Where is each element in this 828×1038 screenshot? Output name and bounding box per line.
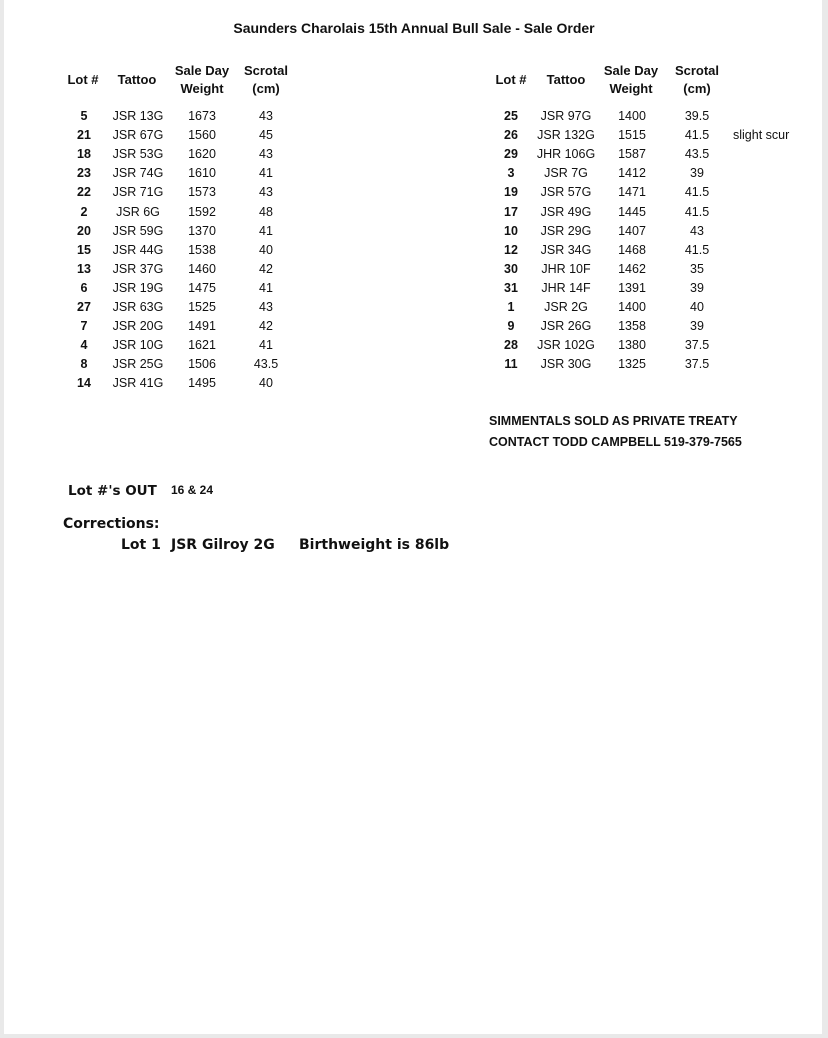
- lots-out-value: 16 & 24: [171, 483, 214, 497]
- cell-scrotal: 39: [690, 166, 704, 181]
- cell-scrotal: 43: [690, 223, 704, 238]
- cell-weight: 1515: [618, 128, 646, 143]
- cell-scrotal: 40: [259, 242, 273, 257]
- cell-tattoo: JSR 63G: [112, 300, 164, 314]
- cell-scrotal: 37.5: [684, 357, 710, 372]
- right-header-scrotal: Scrotal (cm): [674, 63, 720, 96]
- cell-scrotal: 41.5: [684, 204, 710, 219]
- cell-scrotal: 42: [259, 261, 273, 276]
- cell-weight: 1587: [618, 147, 646, 162]
- cell-weight: 1673: [188, 109, 216, 123]
- lots-out-label: Lot #'s OUT: [68, 483, 157, 499]
- cell-scrotal: 39: [690, 280, 704, 295]
- cell-weight: 1400: [618, 300, 646, 314]
- cell-weight: 1491: [188, 319, 216, 334]
- simmentals-line-1: SIMMENTALS SOLD AS PRIVATE TREATY: [489, 414, 738, 428]
- cell-lot: 1: [507, 300, 515, 314]
- cell-scrotal: 42: [259, 319, 273, 334]
- cell-tattoo: JSR 41G: [112, 376, 164, 391]
- cell-tattoo: JSR 7G: [544, 166, 588, 181]
- cell-scrotal: 41: [259, 280, 273, 295]
- cell-weight: 1573: [188, 185, 216, 200]
- cell-weight: 1560: [188, 128, 216, 143]
- cell-weight: 1610: [188, 166, 216, 181]
- cell-lot: 11: [504, 357, 518, 372]
- cell-scrotal: 43: [259, 300, 273, 314]
- left-header-lot: Lot #: [67, 72, 99, 87]
- cell-lot: 28: [504, 338, 518, 353]
- cell-weight: 1445: [618, 204, 646, 219]
- cell-lot: 23: [77, 166, 91, 181]
- cell-weight: 1506: [188, 357, 216, 372]
- cell-tattoo: JSR 57G: [540, 185, 592, 200]
- cell-scrotal: 41: [259, 338, 273, 353]
- cell-scrotal: 41: [259, 223, 273, 238]
- cell-lot: 26: [504, 128, 518, 143]
- cell-tattoo: JSR 37G: [112, 261, 164, 276]
- cell-tattoo: JSR 25G: [112, 357, 164, 372]
- cell-lot: 12: [504, 242, 518, 257]
- cell-scrotal: 45: [259, 128, 273, 143]
- cell-lot: 22: [77, 185, 91, 200]
- cell-lot: 29: [504, 147, 518, 162]
- cell-scrotal: 43.5: [684, 147, 710, 162]
- page-title: Saunders Charolais 15th Annual Bull Sale - Sale Order: [233, 20, 595, 36]
- cell-tattoo: JSR 2G: [544, 300, 588, 314]
- correction-detail: Birthweight is 86lb: [299, 537, 450, 553]
- cell-scrotal: 41: [259, 166, 273, 181]
- cell-lot: 6: [80, 280, 88, 295]
- cell-tattoo: JSR 19G: [112, 280, 164, 295]
- row-note: slight scur: [733, 128, 790, 143]
- left-header-tattoo: Tattoo: [117, 72, 157, 87]
- cell-tattoo: JSR 132G: [537, 128, 595, 143]
- cell-scrotal: 40: [690, 300, 704, 314]
- cell-tattoo: JSR 97G: [540, 109, 592, 123]
- cell-lot: 3: [507, 166, 515, 181]
- cell-tattoo: JSR 59G: [112, 223, 164, 238]
- cell-weight: 1412: [618, 166, 646, 181]
- cell-weight: 1462: [618, 261, 646, 276]
- cell-weight: 1325: [618, 357, 646, 372]
- cell-lot: 25: [504, 109, 518, 123]
- cell-weight: 1407: [618, 223, 646, 238]
- cell-tattoo: JSR 30G: [540, 357, 592, 372]
- cell-tattoo: JSR 67G: [112, 128, 164, 143]
- cell-tattoo: JHR 106G: [536, 147, 596, 162]
- cell-lot: 19: [504, 185, 518, 200]
- cell-weight: 1391: [618, 280, 646, 295]
- cell-tattoo: JSR 53G: [112, 147, 164, 162]
- cell-weight: 1621: [188, 338, 216, 353]
- cell-weight: 1525: [188, 300, 216, 314]
- cell-tattoo: JSR 13G: [112, 109, 164, 123]
- cell-tattoo: JHR 10F: [541, 261, 591, 276]
- cell-weight: 1460: [188, 261, 216, 276]
- cell-lot: 31: [504, 280, 518, 295]
- correction-tattoo: JSR Gilroy 2G: [171, 537, 275, 553]
- cell-lot: 18: [77, 147, 91, 162]
- cell-scrotal: 48: [259, 204, 273, 219]
- cell-lot: 10: [504, 223, 518, 238]
- cell-tattoo: JSR 20G: [112, 319, 164, 334]
- cell-scrotal: 43: [259, 147, 273, 162]
- cell-scrotal: 35: [690, 261, 704, 276]
- cell-weight: 1380: [618, 338, 646, 353]
- corrections-label: Corrections:: [63, 516, 160, 532]
- cell-tattoo: JSR 44G: [112, 242, 164, 257]
- cell-lot: 2: [80, 204, 88, 219]
- cell-scrotal: 43: [259, 185, 273, 200]
- right-header-tattoo: Tattoo: [546, 72, 586, 87]
- left-header-scrotal: Scrotal (cm): [243, 63, 289, 96]
- cell-lot: 9: [507, 319, 515, 334]
- cell-lot: 8: [80, 357, 88, 372]
- cell-tattoo: JSR 29G: [540, 223, 592, 238]
- cell-tattoo: JSR 26G: [540, 319, 592, 334]
- cell-lot: 30: [504, 261, 518, 276]
- cell-lot: 13: [77, 261, 91, 276]
- cell-tattoo: JSR 10G: [112, 338, 164, 353]
- cell-tattoo: JSR 71G: [112, 185, 164, 200]
- cell-lot: 27: [77, 300, 91, 314]
- cell-scrotal: 41.5: [684, 242, 710, 257]
- cell-weight: 1475: [188, 280, 216, 295]
- right-header-lot: Lot #: [495, 72, 527, 87]
- cell-scrotal: 43.5: [253, 357, 279, 372]
- cell-lot: 21: [77, 128, 91, 143]
- cell-lot: 14: [77, 376, 91, 391]
- cell-tattoo: JSR 74G: [112, 166, 164, 181]
- left-header-weight: Sale Day Weight: [174, 63, 230, 96]
- cell-lot: 17: [504, 204, 518, 219]
- simmentals-line-2: CONTACT TODD CAMPBELL 519-379-7565: [489, 435, 742, 449]
- cell-tattoo: JSR 49G: [540, 204, 592, 219]
- cell-weight: 1370: [188, 223, 216, 238]
- cell-scrotal: 40: [259, 376, 273, 391]
- cell-weight: 1400: [618, 109, 646, 123]
- cell-weight: 1468: [618, 242, 646, 257]
- cell-scrotal: 41.5: [684, 185, 710, 200]
- cell-tattoo: JSR 102G: [537, 338, 595, 353]
- cell-tattoo: JSR 34G: [540, 242, 592, 257]
- cell-lot: 7: [80, 319, 88, 334]
- cell-lot: 4: [80, 338, 88, 353]
- right-header-weight: Sale Day Weight: [603, 63, 659, 96]
- correction-lot: Lot 1: [121, 537, 161, 553]
- cell-scrotal: 37.5: [684, 338, 710, 353]
- cell-weight: 1620: [188, 147, 216, 162]
- cell-lot: 15: [77, 242, 91, 257]
- cell-scrotal: 41.5: [684, 128, 710, 143]
- cell-scrotal: 39: [690, 319, 704, 334]
- cell-scrotal: 43: [259, 109, 273, 123]
- cell-weight: 1538: [188, 242, 216, 257]
- cell-tattoo: JSR 6G: [116, 204, 160, 219]
- cell-weight: 1592: [188, 204, 216, 219]
- cell-lot: 20: [77, 223, 91, 238]
- cell-scrotal: 39.5: [684, 109, 710, 123]
- cell-weight: 1495: [188, 376, 216, 391]
- cell-lot: 5: [80, 109, 88, 123]
- cell-tattoo: JHR 14F: [541, 280, 591, 295]
- cell-weight: 1358: [618, 319, 646, 334]
- cell-weight: 1471: [618, 185, 646, 200]
